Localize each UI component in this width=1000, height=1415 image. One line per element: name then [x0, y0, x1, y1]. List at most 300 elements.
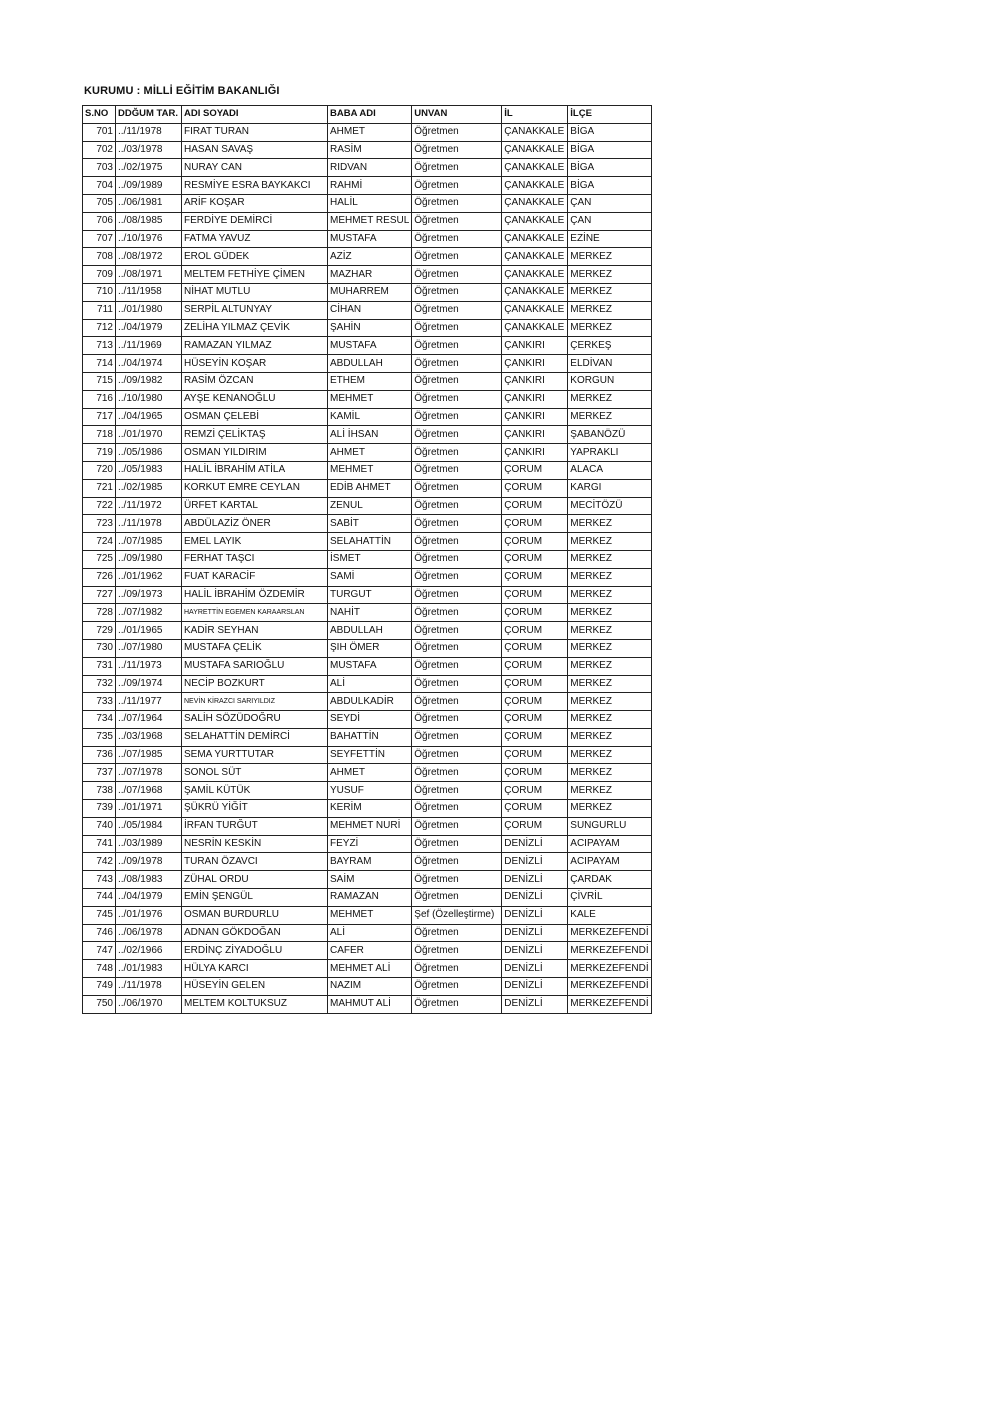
birth-date-cell: ../11/1972 — [116, 497, 182, 515]
birth-date-cell: ../02/1985 — [116, 479, 182, 497]
birth-date-cell: ../11/1958 — [116, 283, 182, 301]
father-name-cell: BAHATTİN — [328, 728, 412, 746]
father-name-cell: SEYDİ — [328, 711, 412, 729]
column-header: ADI SOYADI — [182, 106, 328, 124]
district-cell: KORGUN — [568, 372, 651, 390]
father-name-cell: MUHARREM — [328, 283, 412, 301]
father-name-cell: BAYRAM — [328, 853, 412, 871]
title-cell: Öğretmen — [412, 444, 502, 462]
province-cell: ÇANAKKALE — [502, 141, 568, 159]
row-number-cell: 722 — [83, 497, 116, 515]
province-cell: ÇORUM — [502, 639, 568, 657]
district-cell: MERKEZEFENDİ — [568, 924, 651, 942]
province-cell: ÇORUM — [502, 515, 568, 533]
row-number-cell: 750 — [83, 995, 116, 1013]
row-number-cell: 712 — [83, 319, 116, 337]
province-cell: ÇORUM — [502, 800, 568, 818]
province-cell: DENİZLİ — [502, 871, 568, 889]
title-cell: Öğretmen — [412, 533, 502, 551]
column-header: DDĞUM TAR. — [116, 106, 182, 124]
row-number-cell: 710 — [83, 283, 116, 301]
birth-date-cell: ../02/1966 — [116, 942, 182, 960]
row-number-cell: 746 — [83, 924, 116, 942]
district-cell: MERKEZ — [568, 283, 651, 301]
row-number-cell: 728 — [83, 604, 116, 622]
district-cell: MERKEZ — [568, 711, 651, 729]
birth-date-cell: ../07/1982 — [116, 604, 182, 622]
title-cell: Öğretmen — [412, 978, 502, 996]
province-cell: ÇANKIRI — [502, 444, 568, 462]
father-name-cell: MEHMET — [328, 461, 412, 479]
table-row — [83, 533, 652, 551]
full-name-cell: HASAN SAVAŞ — [182, 141, 328, 159]
table-row — [83, 497, 652, 515]
title-cell: Öğretmen — [412, 159, 502, 177]
birth-date-cell: ../09/1980 — [116, 550, 182, 568]
row-number-cell: 736 — [83, 746, 116, 764]
province-cell: DENİZLİ — [502, 924, 568, 942]
district-cell: ELDİVAN — [568, 355, 651, 373]
father-name-cell: SAİM — [328, 871, 412, 889]
district-cell: MERKEZ — [568, 408, 651, 426]
full-name-cell: NECİP BOZKURT — [182, 675, 328, 693]
province-cell: ÇANKIRI — [502, 390, 568, 408]
full-name-cell: OSMAN ÇELEBİ — [182, 408, 328, 426]
row-number-cell: 709 — [83, 266, 116, 284]
table-row — [83, 408, 652, 426]
table-row — [83, 889, 652, 907]
title-cell: Öğretmen — [412, 426, 502, 444]
birth-date-cell: ../04/1965 — [116, 408, 182, 426]
province-cell: ÇORUM — [502, 728, 568, 746]
birth-date-cell: ../08/1972 — [116, 248, 182, 266]
table-row — [83, 248, 652, 266]
table-row — [83, 604, 652, 622]
table-row — [83, 461, 652, 479]
title-cell: Öğretmen — [412, 817, 502, 835]
district-cell: ACIPAYAM — [568, 853, 651, 871]
father-name-cell: ALİ İHSAN — [328, 426, 412, 444]
title-cell: Öğretmen — [412, 942, 502, 960]
district-cell: MERKEZ — [568, 550, 651, 568]
row-number-cell: 702 — [83, 141, 116, 159]
father-name-cell: AHMET — [328, 123, 412, 141]
row-number-cell: 741 — [83, 835, 116, 853]
birth-date-cell: ../07/1964 — [116, 711, 182, 729]
full-name-cell: KADİR SEYHAN — [182, 622, 328, 640]
birth-date-cell: ../11/1978 — [116, 515, 182, 533]
father-name-cell: AZİZ — [328, 248, 412, 266]
table-row — [83, 444, 652, 462]
title-cell: Şef (Özelleştirme) — [412, 906, 502, 924]
table-row — [83, 372, 652, 390]
province-cell: DENİZLİ — [502, 835, 568, 853]
province-cell: ÇANAKKALE — [502, 248, 568, 266]
row-number-cell: 739 — [83, 800, 116, 818]
district-cell: MERKEZ — [568, 390, 651, 408]
table-row — [83, 746, 652, 764]
birth-date-cell: ../09/1978 — [116, 853, 182, 871]
birth-date-cell: ../03/1968 — [116, 728, 182, 746]
full-name-cell: MELTEM FETHİYE ÇİMEN — [182, 266, 328, 284]
row-number-cell: 743 — [83, 871, 116, 889]
row-number-cell: 744 — [83, 889, 116, 907]
father-name-cell: MAHMUT ALİ — [328, 995, 412, 1013]
column-header: BABA ADI — [328, 106, 412, 124]
table-row — [83, 159, 652, 177]
father-name-cell: RASİM — [328, 141, 412, 159]
district-cell: BİGA — [568, 123, 651, 141]
table-row — [83, 995, 652, 1013]
province-cell: ÇORUM — [502, 479, 568, 497]
birth-date-cell: ../11/1978 — [116, 123, 182, 141]
birth-date-cell: ../09/1973 — [116, 586, 182, 604]
province-cell: ÇORUM — [502, 461, 568, 479]
district-cell: ÇAN — [568, 212, 651, 230]
row-number-cell: 737 — [83, 764, 116, 782]
birth-date-cell: ../01/1976 — [116, 906, 182, 924]
district-cell: BİGA — [568, 177, 651, 195]
birth-date-cell: ../04/1979 — [116, 889, 182, 907]
province-cell: DENİZLİ — [502, 942, 568, 960]
birth-date-cell: ../08/1971 — [116, 266, 182, 284]
table-row — [83, 177, 652, 195]
district-cell: ÇERKEŞ — [568, 337, 651, 355]
full-name-cell: NİHAT MUTLU — [182, 283, 328, 301]
table-row — [83, 782, 652, 800]
title-cell: Öğretmen — [412, 835, 502, 853]
title-cell: Öğretmen — [412, 693, 502, 711]
full-name-cell: OSMAN YILDIRIM — [182, 444, 328, 462]
province-cell: ÇORUM — [502, 817, 568, 835]
province-cell: DENİZLİ — [502, 960, 568, 978]
row-number-cell: 730 — [83, 639, 116, 657]
province-cell: ÇANAKKALE — [502, 177, 568, 195]
full-name-cell: HALİL İBRAHİM ÖZDEMİR — [182, 586, 328, 604]
title-cell: Öğretmen — [412, 390, 502, 408]
birth-date-cell: ../01/1983 — [116, 960, 182, 978]
district-cell: MERKEZ — [568, 782, 651, 800]
birth-date-cell: ../07/1980 — [116, 639, 182, 657]
birth-date-cell: ../01/1980 — [116, 301, 182, 319]
full-name-cell: FATMA YAVUZ — [182, 230, 328, 248]
birth-date-cell: ../04/1974 — [116, 355, 182, 373]
province-cell: ÇANKIRI — [502, 426, 568, 444]
table-row — [83, 283, 652, 301]
title-cell: Öğretmen — [412, 123, 502, 141]
province-cell: ÇORUM — [502, 533, 568, 551]
table-row — [83, 853, 652, 871]
full-name-cell: FIRAT TURAN — [182, 123, 328, 141]
birth-date-cell: ../01/1970 — [116, 426, 182, 444]
birth-date-cell: ../07/1985 — [116, 746, 182, 764]
table-row — [83, 515, 652, 533]
column-header: S.NO — [83, 106, 116, 124]
table-row — [83, 835, 652, 853]
province-cell: ÇANAKKALE — [502, 123, 568, 141]
birth-date-cell: ../01/1971 — [116, 800, 182, 818]
row-number-cell: 713 — [83, 337, 116, 355]
row-number-cell: 747 — [83, 942, 116, 960]
full-name-cell: FERDİYE DEMİRCİ — [182, 212, 328, 230]
birth-date-cell: ../09/1982 — [116, 372, 182, 390]
title-cell: Öğretmen — [412, 319, 502, 337]
row-number-cell: 734 — [83, 711, 116, 729]
district-cell: KALE — [568, 906, 651, 924]
father-name-cell: AHMET — [328, 444, 412, 462]
province-cell: ÇANAKKALE — [502, 230, 568, 248]
birth-date-cell: ../11/1973 — [116, 657, 182, 675]
father-name-cell: ZENUL — [328, 497, 412, 515]
birth-date-cell: ../09/1989 — [116, 177, 182, 195]
row-number-cell: 735 — [83, 728, 116, 746]
district-cell: EZİNE — [568, 230, 651, 248]
district-cell: MERKEZ — [568, 248, 651, 266]
full-name-cell: HALİL İBRAHİM ATİLA — [182, 461, 328, 479]
father-name-cell: MEHMET RESUL — [328, 212, 412, 230]
father-name-cell: ABDULLAH — [328, 355, 412, 373]
table-row — [83, 817, 652, 835]
row-number-cell: 715 — [83, 372, 116, 390]
father-name-cell: NAZIM — [328, 978, 412, 996]
table-row — [83, 479, 652, 497]
title-cell: Öğretmen — [412, 194, 502, 212]
row-number-cell: 748 — [83, 960, 116, 978]
title-cell: Öğretmen — [412, 248, 502, 266]
row-number-cell: 724 — [83, 533, 116, 551]
title-cell: Öğretmen — [412, 995, 502, 1013]
row-number-cell: 701 — [83, 123, 116, 141]
district-cell: ÇAN — [568, 194, 651, 212]
father-name-cell: ALİ — [328, 924, 412, 942]
father-name-cell: YUSUF — [328, 782, 412, 800]
row-number-cell: 729 — [83, 622, 116, 640]
province-cell: DENİZLİ — [502, 995, 568, 1013]
title-cell: Öğretmen — [412, 283, 502, 301]
row-number-cell: 714 — [83, 355, 116, 373]
father-name-cell: SELAHATTİN — [328, 533, 412, 551]
table-row — [83, 711, 652, 729]
district-cell: KARGI — [568, 479, 651, 497]
table-row — [83, 123, 652, 141]
district-cell: MERKEZ — [568, 533, 651, 551]
district-cell: MERKEZEFENDİ — [568, 978, 651, 996]
table-row — [83, 301, 652, 319]
birth-date-cell: ../08/1983 — [116, 871, 182, 889]
column-header: İLÇE — [568, 106, 651, 124]
full-name-cell: RAMAZAN YILMAZ — [182, 337, 328, 355]
district-cell: MERKEZ — [568, 319, 651, 337]
title-cell: Öğretmen — [412, 355, 502, 373]
district-cell: MERKEZEFENDİ — [568, 960, 651, 978]
district-cell: MERKEZ — [568, 266, 651, 284]
district-cell: MERKEZ — [568, 604, 651, 622]
title-cell: Öğretmen — [412, 372, 502, 390]
full-name-cell: NURAY CAN — [182, 159, 328, 177]
full-name-cell: FERHAT TAŞCI — [182, 550, 328, 568]
province-cell: ÇORUM — [502, 622, 568, 640]
province-cell: DENİZLİ — [502, 978, 568, 996]
birth-date-cell: ../07/1968 — [116, 782, 182, 800]
district-cell: ALACA — [568, 461, 651, 479]
title-cell: Öğretmen — [412, 408, 502, 426]
title-cell: Öğretmen — [412, 479, 502, 497]
row-number-cell: 732 — [83, 675, 116, 693]
province-cell: DENİZLİ — [502, 889, 568, 907]
father-name-cell: SAMİ — [328, 568, 412, 586]
province-cell: ÇANAKKALE — [502, 194, 568, 212]
father-name-cell: SEYFETTİN — [328, 746, 412, 764]
province-cell: ÇANAKKALE — [502, 159, 568, 177]
full-name-cell: ARİF KOŞAR — [182, 194, 328, 212]
birth-date-cell: ../07/1978 — [116, 764, 182, 782]
full-name-cell: İRFAN TURĞUT — [182, 817, 328, 835]
title-cell: Öğretmen — [412, 337, 502, 355]
district-cell: MECİTÖZÜ — [568, 497, 651, 515]
district-cell: MERKEZ — [568, 800, 651, 818]
father-name-cell: ŞIH ÖMER — [328, 639, 412, 657]
title-cell: Öğretmen — [412, 889, 502, 907]
full-name-cell: REMZİ ÇELİKTAŞ — [182, 426, 328, 444]
birth-date-cell: ../01/1962 — [116, 568, 182, 586]
title-cell: Öğretmen — [412, 871, 502, 889]
father-name-cell: MAZHAR — [328, 266, 412, 284]
province-cell: DENİZLİ — [502, 853, 568, 871]
father-name-cell: KERİM — [328, 800, 412, 818]
full-name-cell: HAYRETTİN EGEMEN KARAARSLAN — [182, 604, 328, 622]
district-cell: MERKEZ — [568, 586, 651, 604]
title-cell: Öğretmen — [412, 800, 502, 818]
table-row — [83, 355, 652, 373]
district-cell: ÇARDAK — [568, 871, 651, 889]
row-number-cell: 719 — [83, 444, 116, 462]
district-cell: ACIPAYAM — [568, 835, 651, 853]
province-cell: ÇORUM — [502, 782, 568, 800]
table-row — [83, 319, 652, 337]
province-cell: ÇORUM — [502, 604, 568, 622]
row-number-cell: 726 — [83, 568, 116, 586]
full-name-cell: AYŞE KENANOĞLU — [182, 390, 328, 408]
full-name-cell: HÜLYA KARCI — [182, 960, 328, 978]
province-cell: ÇANKIRI — [502, 337, 568, 355]
table-row — [83, 230, 652, 248]
row-number-cell: 716 — [83, 390, 116, 408]
row-number-cell: 711 — [83, 301, 116, 319]
father-name-cell: MEHMET — [328, 390, 412, 408]
title-cell: Öğretmen — [412, 301, 502, 319]
table-row — [83, 764, 652, 782]
title-cell: Öğretmen — [412, 711, 502, 729]
birth-date-cell: ../02/1975 — [116, 159, 182, 177]
row-number-cell: 745 — [83, 906, 116, 924]
title-cell: Öğretmen — [412, 177, 502, 195]
table-row — [83, 906, 652, 924]
title-cell: Öğretmen — [412, 515, 502, 533]
district-cell: YAPRAKLI — [568, 444, 651, 462]
father-name-cell: ABDULKADİR — [328, 693, 412, 711]
table-row — [83, 194, 652, 212]
full-name-cell: SONOL SÜT — [182, 764, 328, 782]
title-cell: Öğretmen — [412, 782, 502, 800]
full-name-cell: ABDÜLAZİZ ÖNER — [182, 515, 328, 533]
district-cell: MERKEZ — [568, 515, 651, 533]
full-name-cell: TURAN ÖZAVCI — [182, 853, 328, 871]
province-cell: ÇANKIRI — [502, 355, 568, 373]
province-cell: DENİZLİ — [502, 906, 568, 924]
father-name-cell: KAMİL — [328, 408, 412, 426]
district-cell: MERKEZ — [568, 675, 651, 693]
province-cell: ÇANAKKALE — [502, 266, 568, 284]
title-cell: Öğretmen — [412, 568, 502, 586]
district-cell: ÇİVRİL — [568, 889, 651, 907]
birth-date-cell: ../05/1986 — [116, 444, 182, 462]
father-name-cell: NAHİT — [328, 604, 412, 622]
table-row — [83, 390, 652, 408]
full-name-cell: ŞAMİL KÜTÜK — [182, 782, 328, 800]
district-cell: ŞABANÖZÜ — [568, 426, 651, 444]
district-cell: MERKEZ — [568, 301, 651, 319]
father-name-cell: CAFER — [328, 942, 412, 960]
father-name-cell: RAMAZAN — [328, 889, 412, 907]
row-number-cell: 727 — [83, 586, 116, 604]
birth-date-cell: ../11/1977 — [116, 693, 182, 711]
full-name-cell: SALİH SÖZÜDOĞRU — [182, 711, 328, 729]
father-name-cell: TURGUT — [328, 586, 412, 604]
district-cell: MERKEZ — [568, 657, 651, 675]
birth-date-cell: ../06/1978 — [116, 924, 182, 942]
column-header: UNVAN — [412, 106, 502, 124]
father-name-cell: MEHMET ALİ — [328, 960, 412, 978]
table-row — [83, 978, 652, 996]
row-number-cell: 720 — [83, 461, 116, 479]
title-cell: Öğretmen — [412, 586, 502, 604]
full-name-cell: KORKUT EMRE CEYLAN — [182, 479, 328, 497]
father-name-cell: RIDVAN — [328, 159, 412, 177]
row-number-cell: 742 — [83, 853, 116, 871]
table-row — [83, 693, 652, 711]
birth-date-cell: ../03/1989 — [116, 835, 182, 853]
district-cell: MERKEZ — [568, 639, 651, 657]
title-cell: Öğretmen — [412, 728, 502, 746]
full-name-cell: MELTEM KOLTUKSUZ — [182, 995, 328, 1013]
table-row — [83, 337, 652, 355]
row-number-cell: 731 — [83, 657, 116, 675]
title-cell: Öğretmen — [412, 212, 502, 230]
title-cell: Öğretmen — [412, 639, 502, 657]
birth-date-cell: ../10/1980 — [116, 390, 182, 408]
full-name-cell: ZÜHAL ORDU — [182, 871, 328, 889]
full-name-cell: EMEL LAYIK — [182, 533, 328, 551]
title-cell: Öğretmen — [412, 604, 502, 622]
father-name-cell: ŞAHİN — [328, 319, 412, 337]
birth-date-cell: ../09/1974 — [116, 675, 182, 693]
birth-date-cell: ../11/1978 — [116, 978, 182, 996]
title-cell: Öğretmen — [412, 657, 502, 675]
province-cell: ÇORUM — [502, 711, 568, 729]
table-row — [83, 568, 652, 586]
full-name-cell: SEMA YURTTUTAR — [182, 746, 328, 764]
father-name-cell: ETHEM — [328, 372, 412, 390]
father-name-cell: RAHMİ — [328, 177, 412, 195]
table-header-row — [83, 106, 652, 124]
full-name-cell: SELAHATTİN DEMİRCİ — [182, 728, 328, 746]
title-cell: Öğretmen — [412, 675, 502, 693]
father-name-cell: CİHAN — [328, 301, 412, 319]
full-name-cell: MUSTAFA ÇELİK — [182, 639, 328, 657]
column-header: İL — [502, 106, 568, 124]
birth-date-cell: ../03/1978 — [116, 141, 182, 159]
full-name-cell: FUAT KARACİF — [182, 568, 328, 586]
